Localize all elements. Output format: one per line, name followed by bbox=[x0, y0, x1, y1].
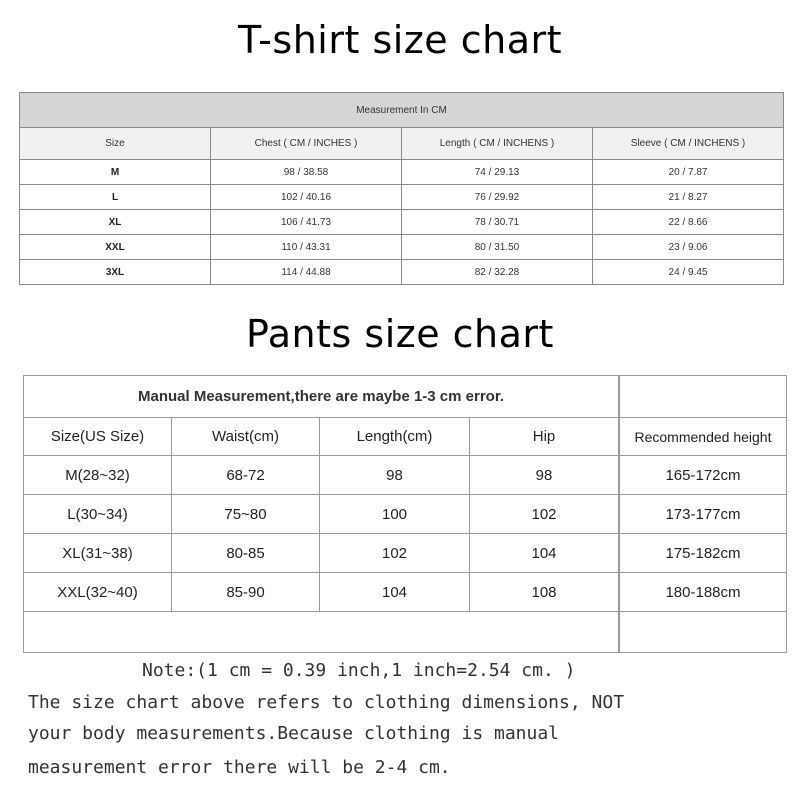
table-row bbox=[24, 456, 619, 495]
empty-cell bbox=[24, 612, 619, 653]
height-cell: 175-182cm bbox=[620, 534, 787, 573]
hip-cell: 108 bbox=[470, 573, 619, 612]
recommended-height-table bbox=[619, 375, 787, 653]
note-line: your body measurements.Because clothing is manual bbox=[28, 723, 560, 744]
chest-cell: 114 / 44.88 bbox=[211, 260, 402, 285]
height-cell: 180-188cm bbox=[620, 573, 787, 612]
length-cell: 104 bbox=[320, 573, 470, 612]
chest-cell: 106 / 41.73 bbox=[211, 210, 402, 235]
sleeve-cell: 22 / 8.66 bbox=[593, 210, 784, 235]
waist-cell: 80-85 bbox=[172, 534, 320, 573]
note-line: measurement error there will be 2-4 cm. bbox=[28, 757, 451, 778]
table-row bbox=[20, 185, 784, 210]
table-row bbox=[24, 573, 619, 612]
height-cell: 165-172cm bbox=[620, 456, 787, 495]
chest-cell: 110 / 43.31 bbox=[211, 235, 402, 260]
size-cell: XL(31~38) bbox=[24, 534, 172, 573]
size-cell: M bbox=[20, 160, 211, 185]
note-conversion: Note:(1 cm = 0.39 inch,1 inch=2.54 cm. ) bbox=[142, 660, 576, 681]
size-cell: L(30~34) bbox=[24, 495, 172, 534]
table-row bbox=[620, 456, 787, 495]
length-cell: 78 / 30.71 bbox=[402, 210, 593, 235]
length-cell: 102 bbox=[320, 534, 470, 573]
table-row bbox=[20, 260, 784, 285]
pants-table-header: Manual Measurement,there are maybe 1-3 cm error. bbox=[24, 376, 619, 418]
waist-cell: 85-90 bbox=[172, 573, 320, 612]
table-row bbox=[24, 534, 619, 573]
column-header: Chest ( CM / INCHES ) bbox=[211, 128, 402, 160]
size-cell: 3XL bbox=[20, 260, 211, 285]
column-header: Length(cm) bbox=[320, 418, 470, 456]
column-header: Length ( CM / INCHENS ) bbox=[402, 128, 593, 160]
hip-cell: 102 bbox=[470, 495, 619, 534]
empty-row bbox=[24, 612, 619, 653]
sleeve-cell: 21 / 8.27 bbox=[593, 185, 784, 210]
blank-cell bbox=[620, 376, 787, 418]
size-cell: XL bbox=[20, 210, 211, 235]
size-cell: XXL(32~40) bbox=[24, 573, 172, 612]
length-cell: 82 / 32.28 bbox=[402, 260, 593, 285]
column-header: Waist(cm) bbox=[172, 418, 320, 456]
height-header-row bbox=[620, 418, 787, 456]
empty-row bbox=[620, 612, 787, 653]
length-cell: 74 / 29.13 bbox=[402, 160, 593, 185]
recommended-height-header: Recommended height bbox=[620, 418, 787, 456]
length-cell: 80 / 31.50 bbox=[402, 235, 593, 260]
waist-cell: 75~80 bbox=[172, 495, 320, 534]
height-cell: 173-177cm bbox=[620, 495, 787, 534]
size-cell: L bbox=[20, 185, 211, 210]
table-row bbox=[24, 495, 619, 534]
tshirt-table-header: Measurement In CM bbox=[20, 93, 784, 128]
tshirt-size-table bbox=[19, 92, 784, 285]
size-cell: M(28~32) bbox=[24, 456, 172, 495]
waist-cell: 68-72 bbox=[172, 456, 320, 495]
hip-cell: 98 bbox=[470, 456, 619, 495]
sleeve-cell: 20 / 7.87 bbox=[593, 160, 784, 185]
table-row bbox=[620, 495, 787, 534]
table-row bbox=[20, 210, 784, 235]
chest-cell: 102 / 40.16 bbox=[211, 185, 402, 210]
chest-cell: 98 / 38.58 bbox=[211, 160, 402, 185]
length-cell: 76 / 29.92 bbox=[402, 185, 593, 210]
column-header: Size(US Size) bbox=[24, 418, 172, 456]
table-row bbox=[20, 160, 784, 185]
size-cell: XXL bbox=[20, 235, 211, 260]
table-row bbox=[620, 573, 787, 612]
tshirt-size-chart-title: T-shirt size chart bbox=[237, 18, 563, 62]
column-header: Hip bbox=[470, 418, 619, 456]
sleeve-cell: 23 / 9.06 bbox=[593, 235, 784, 260]
pants-size-chart-title: Pants size chart bbox=[246, 312, 554, 356]
length-cell: 100 bbox=[320, 495, 470, 534]
blank-header-row bbox=[620, 376, 787, 418]
empty-cell bbox=[620, 612, 787, 653]
table-row bbox=[20, 235, 784, 260]
column-header: Size bbox=[20, 128, 211, 160]
pants-size-table bbox=[23, 375, 619, 653]
length-cell: 98 bbox=[320, 456, 470, 495]
hip-cell: 104 bbox=[470, 534, 619, 573]
column-header: Sleeve ( CM / INCHENS ) bbox=[593, 128, 784, 160]
sleeve-cell: 24 / 9.45 bbox=[593, 260, 784, 285]
note-line: The size chart above refers to clothing dimensions, NOT bbox=[28, 692, 625, 713]
table-row bbox=[620, 534, 787, 573]
